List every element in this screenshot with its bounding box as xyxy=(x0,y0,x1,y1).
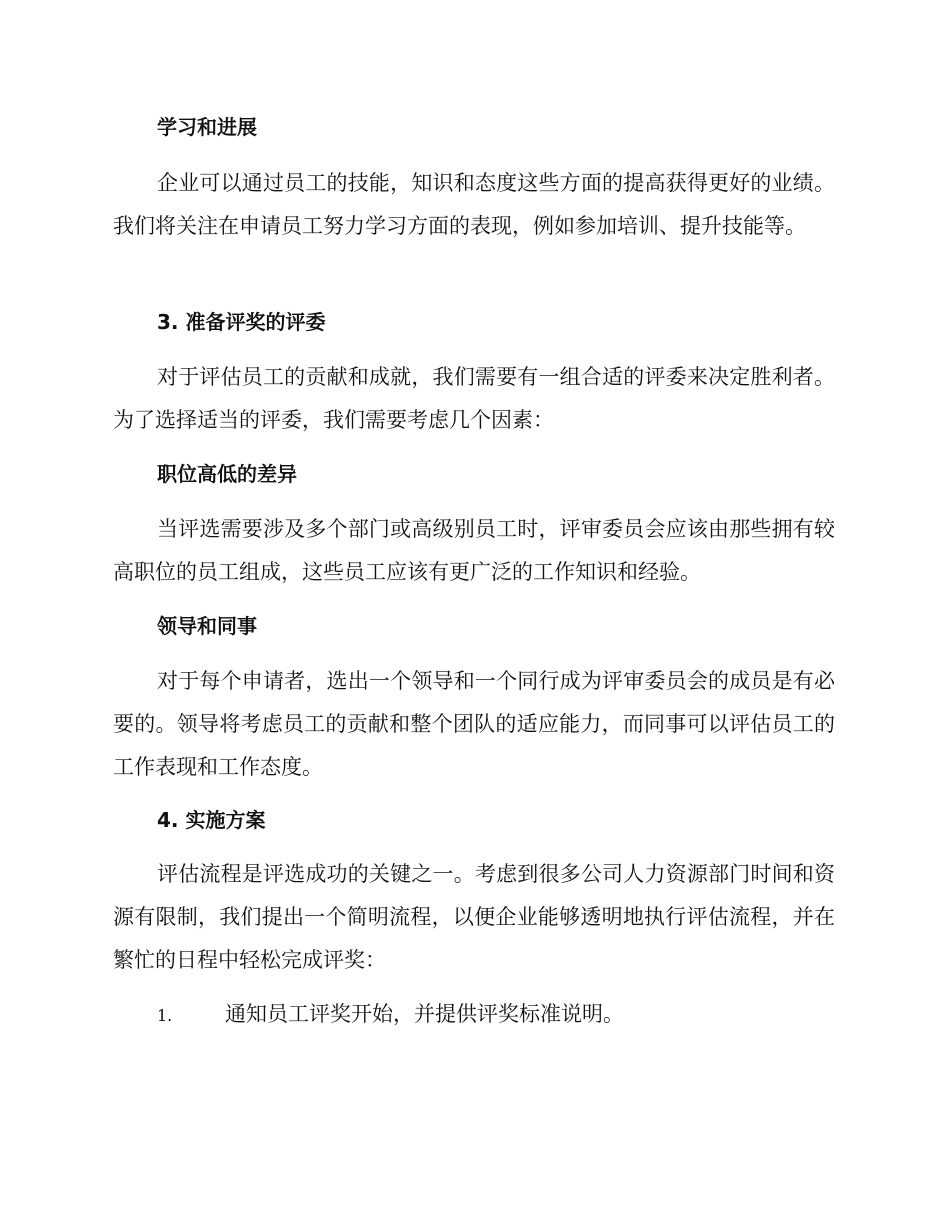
section-heading-learning: 学习和进展 xyxy=(157,115,257,139)
paragraph-plan: 评估流程是评选成功的关键之一。考虑到很多公司人力资源部门时间和资源有限制，我们提出一个简明流程，以便企业能够透明地执行评估流程，并在繁忙的日程中轻松完成评奖： xyxy=(113,862,835,972)
section-heading-judges: 3. 准备评奖的评委 xyxy=(157,310,326,334)
paragraph-leaders: 对于每个申请者，选出一个领导和一个同行成为评审委员会的成员是有必要的。领导将考虑员工的贡献和整个团队的适应能力，而同事可以评估员工的工作表现和工作态度。 xyxy=(113,669,835,779)
paragraph-judges: 对于评估员工的贡献和成就，我们需要有一组合适的评委来决定胜利者。为了选择适当的评委，我们需要考虑几个因素： xyxy=(113,365,835,432)
paragraph-rank: 当评选需要涉及多个部门或高级别员工时，评审委员会应该由那些拥有较高职位的员工组成，这些员工应该有更广泛的工作知识和经验。 xyxy=(113,517,835,584)
list-item xyxy=(157,999,624,1031)
paragraph-learning: 企业可以通过员工的技能，知识和态度这些方面的提高获得更好的业绩。我们将关注在申请员工努力学习方面的表现，例如参加培训、提升技能等。 xyxy=(113,171,835,238)
section-heading-plan: 4. 实施方案 xyxy=(157,808,266,832)
list-item-text: 通知员工评奖开始，并提供评奖标准说明。 xyxy=(225,1002,624,1026)
section-heading-rank: 职位高低的差异 xyxy=(157,462,297,486)
list-item-number: 1. xyxy=(157,1006,173,1025)
section-heading-leaders: 领导和同事 xyxy=(157,614,257,638)
